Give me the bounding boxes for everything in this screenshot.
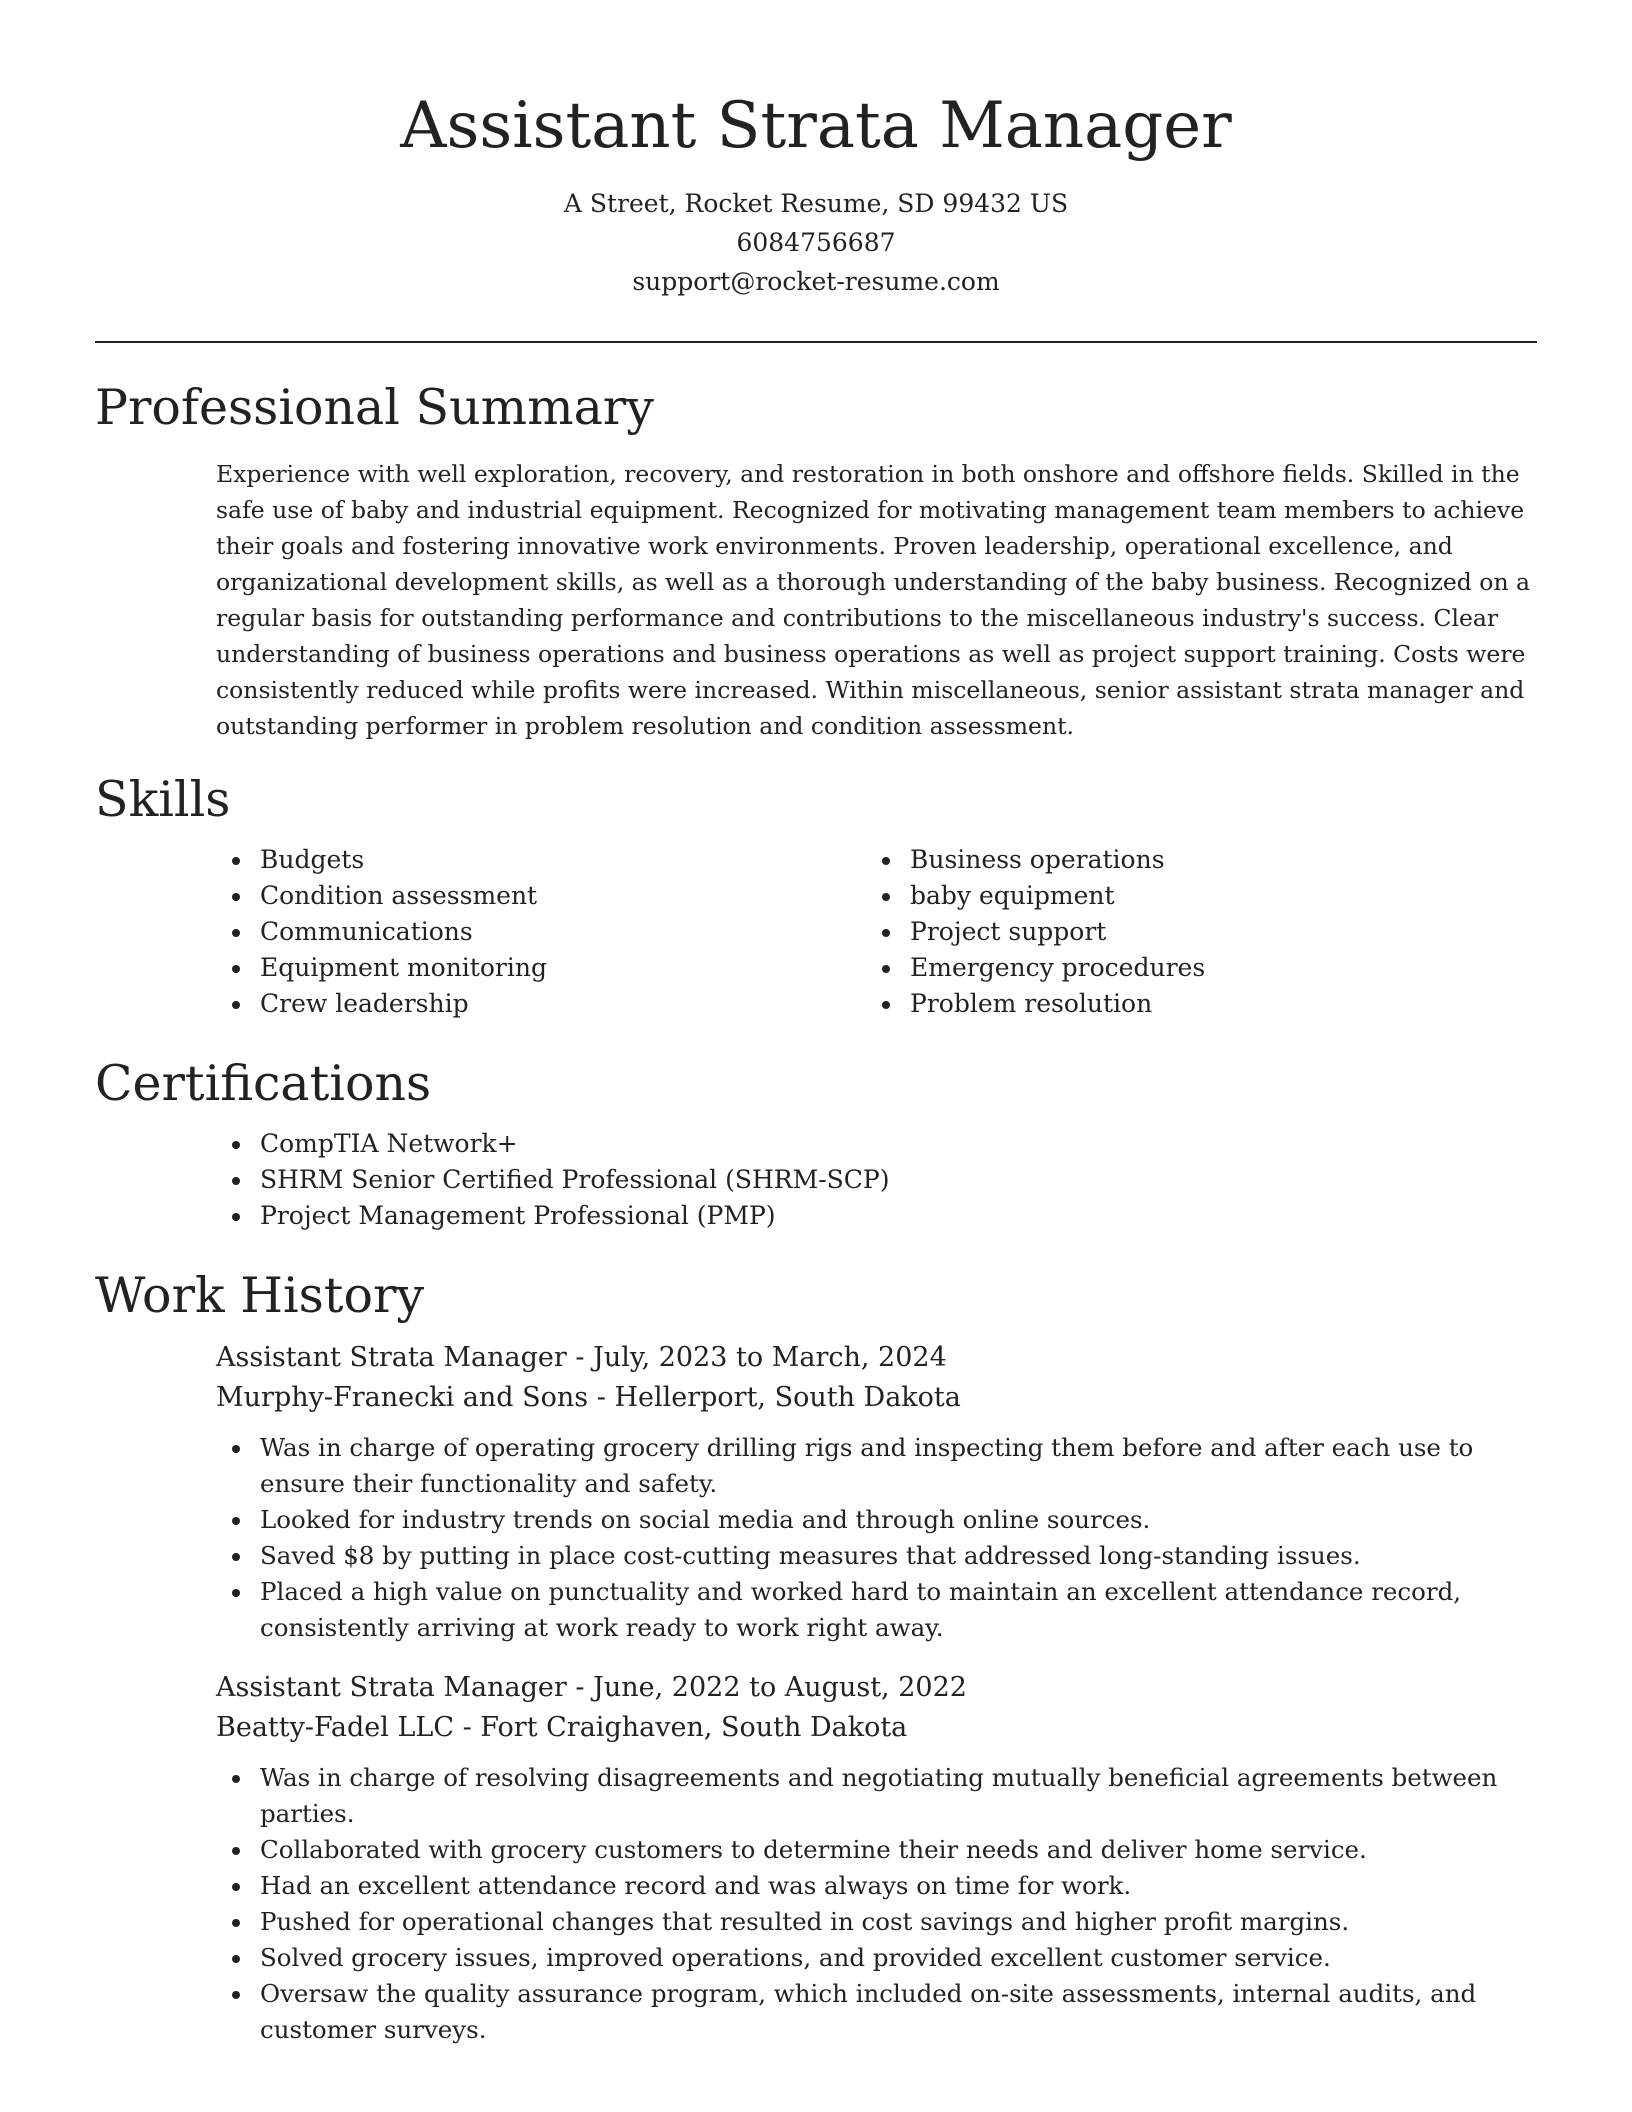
bullet-icon <box>232 965 240 973</box>
job-location: Fort Craighaven, South Dakota <box>480 1712 908 1743</box>
bullet-icon <box>232 1919 240 1927</box>
list-item: Collaborated with grocery customers to determine their needs and deliver home service. <box>216 1832 1546 1868</box>
summary-section <box>95 378 1537 744</box>
job-title-line: Assistant Strata Manager - June, 2022 to August, 2022 <box>216 1672 967 1703</box>
skills-grid <box>216 842 1537 1022</box>
contact-block <box>0 184 1632 301</box>
bullet-icon <box>232 1847 240 1855</box>
contact-address: A Street, Rocket Resume, SD 99432 US <box>563 189 1069 218</box>
list-item: Project Management Professional (PMP) <box>216 1198 1537 1234</box>
bullet-icon <box>232 1445 240 1453</box>
bullet-icon <box>232 893 240 901</box>
contact-phone: 6084756687 <box>736 228 896 257</box>
job-bullets <box>216 1760 1546 2048</box>
resume-title: Assistant Strata Manager <box>400 89 1232 163</box>
list-item: Pushed for operational changes that resulted in cost savings and higher profit margins. <box>216 1904 1546 1940</box>
list-item: Business operations <box>866 842 1516 878</box>
list-item: Budgets <box>216 842 866 878</box>
bullet-icon <box>232 1001 240 1009</box>
job-dates: July, 2023 to March, 2024 <box>593 1342 947 1373</box>
bullet-icon <box>232 1553 240 1561</box>
summary-text: Experience with well exploration, recovery, and restoration in both onshore and offshore fields. Skilled in the safe use of baby and industrial equipment. Recognized for motivating management team members to achieve their goals and fostering innovative work environments. Proven leadership, operational excellence, and organizational development skills, as well as a thorough understanding of the baby business. Recognized on a regular basis for outstanding performance and contributions to the miscellaneous industry's success. Clear understanding of business operations and business operations as well as project support training. Costs were consistently reduced while profits were increased. Within miscellaneous, senior assistant strata manager and outstanding performer in problem resolution and condition assessment. <box>216 460 1531 740</box>
work-history-section <box>95 1266 1537 2048</box>
work-history-heading: Work History <box>95 1267 425 1324</box>
bullet-icon <box>232 857 240 865</box>
bullet-icon <box>232 1213 240 1221</box>
skills-list-right <box>866 842 1516 1022</box>
list-item: Problem resolution <box>866 986 1516 1022</box>
list-item: Communications <box>216 914 866 950</box>
job-company: Murphy-Franecki and Sons <box>216 1382 589 1413</box>
list-item: CompTIA Network+ <box>216 1126 1537 1162</box>
bullet-icon <box>232 1775 240 1783</box>
job-entry <box>216 1338 1537 1646</box>
skills-heading: Skills <box>95 771 231 828</box>
list-item: Equipment monitoring <box>216 950 866 986</box>
header-divider <box>95 341 1537 343</box>
list-item: Had an excellent attendance record and was always on time for work. <box>216 1868 1546 1904</box>
bullet-icon <box>232 1955 240 1963</box>
list-item: Oversaw the quality assurance program, which included on-site assessments, internal audits, and customer surveys. <box>216 1976 1546 2048</box>
bullet-icon <box>882 857 890 865</box>
job-bullets <box>216 1430 1546 1646</box>
list-item: Placed a high value on punctuality and worked hard to maintain an excellent attendance record, consistently arriving at work ready to work right away. <box>216 1574 1546 1646</box>
list-item: Project support <box>866 914 1516 950</box>
job-company-line: Beatty-Fadel LLC - Fort Craighaven, South Dakota <box>216 1712 908 1743</box>
bullet-icon <box>882 1001 890 1009</box>
certifications-section <box>95 1054 1537 1234</box>
summary-heading: Professional Summary <box>95 379 654 436</box>
list-item: Was in charge of resolving disagreements and negotiating mutually beneficial agreements between parties. <box>216 1760 1546 1832</box>
job-dates: June, 2022 to August, 2022 <box>593 1672 967 1703</box>
job-entry <box>216 1668 1537 2048</box>
list-item: Looked for industry trends on social media and through online sources. <box>216 1502 1546 1538</box>
bullet-icon <box>232 1141 240 1149</box>
bullet-icon <box>232 1589 240 1597</box>
contact-email: support@rocket-resume.com <box>632 267 1000 296</box>
skills-section <box>95 770 1537 1022</box>
job-company: Beatty-Fadel LLC <box>216 1712 454 1743</box>
list-item: Solved grocery issues, improved operations, and provided excellent customer service. <box>216 1940 1546 1976</box>
bullet-icon <box>232 1991 240 1999</box>
job-location: Hellerport, South Dakota <box>614 1382 961 1413</box>
skills-list-left <box>216 842 866 1022</box>
list-item: Crew leadership <box>216 986 866 1022</box>
bullet-icon <box>232 1517 240 1525</box>
certifications-heading: Certifications <box>95 1055 432 1112</box>
job-company-line: Murphy-Franecki and Sons - Hellerport, South Dakota <box>216 1382 961 1413</box>
bullet-icon <box>232 929 240 937</box>
list-item: Emergency procedures <box>866 950 1516 986</box>
list-item: Saved $8 by putting in place cost-cutting measures that addressed long-standing issues. <box>216 1538 1546 1574</box>
bullet-icon <box>232 1177 240 1185</box>
bullet-icon <box>882 893 890 901</box>
bullet-icon <box>232 1883 240 1891</box>
job-title: Assistant Strata Manager <box>216 1342 567 1373</box>
job-title-line: Assistant Strata Manager - July, 2023 to March, 2024 <box>216 1342 947 1373</box>
list-item: SHRM Senior Certified Professional (SHRM-SCP) <box>216 1162 1537 1198</box>
resume-header <box>0 0 1632 301</box>
list-item: Condition assessment <box>216 878 866 914</box>
bullet-icon <box>882 929 890 937</box>
list-item: Was in charge of operating grocery drilling rigs and inspecting them before and after each use to ensure their functionality and safety. <box>216 1430 1546 1502</box>
list-item: baby equipment <box>866 878 1516 914</box>
bullet-icon <box>882 965 890 973</box>
job-title: Assistant Strata Manager <box>216 1672 567 1703</box>
certifications-list <box>216 1126 1537 1234</box>
